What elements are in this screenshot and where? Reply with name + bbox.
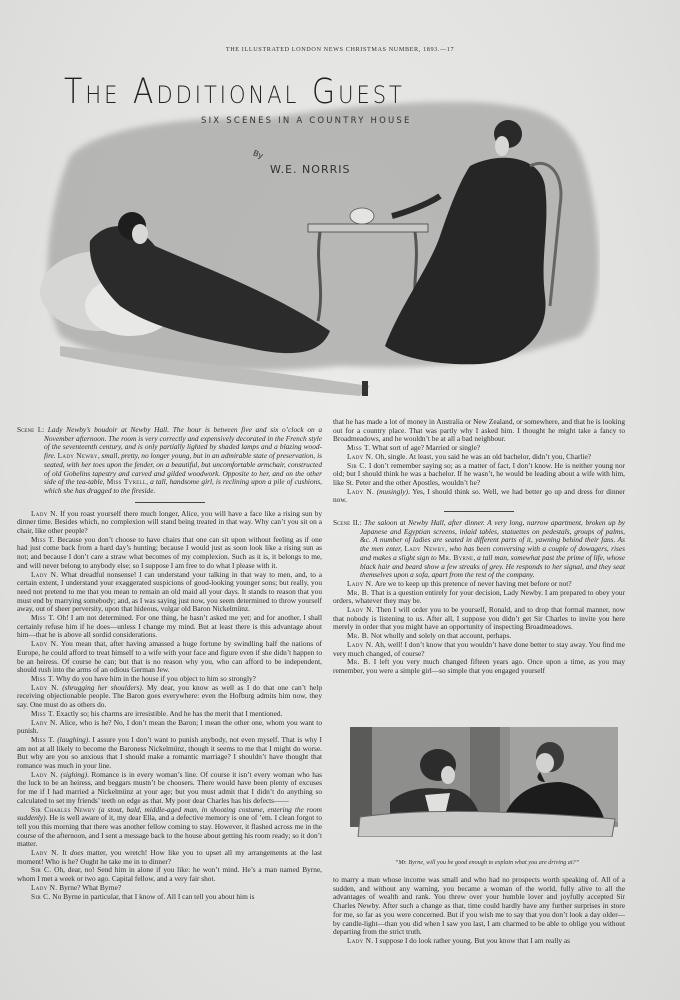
dialogue-paragraph: Miss T. What sort of age? Married or single? xyxy=(347,443,481,453)
dialogue-paragraph: Miss T. Why do you have him in the house if you object to him so strongly? xyxy=(31,673,256,683)
continuation-paragraph: that he has made a lot of money in Australia or New Zealand, or somewhere, and that he is looking out for a country place. That was partly why I asked him. I thought he might take a fancy to Broadmeadows, and he wouldn’t be at all a bad neighbour. xyxy=(333,417,625,444)
dialogue-paragraph: Lady N. Byrne? What Byrne? xyxy=(31,882,122,892)
continuation-paragraph: to marry a man whose income was small and who had no prospects worth speaking of. All of a sudden, and without any warning, you became a woman of the world, fully alive to all the advantages of wealth and rank. You threw over your humble lover and joyfully accepted Sir Charles Newby. After such a change as that, time could hardly have any further surprises in store for me, so far as you were concerned. But if you wish me to say that you don’t look a day older—by candle-light—than you did when I saw you last, I am charmed to be able to oblige you without departing from the strict truth. xyxy=(333,875,625,937)
dialogue-paragraph: Lady N. Are we to keep up this pretence of never having met before or not? xyxy=(347,578,572,588)
dialogue-paragraph: Miss T. Exactly so; his charms are irresistible. And he has the merit that I mentioned. xyxy=(31,708,283,718)
dialogue-paragraph: Lady N. It does matter, you wretch! How like you to upset all my arrangements at the last moment! Who is he? Ought he take me in to dinner? xyxy=(17,848,322,866)
dialogue-paragraph: Lady N. (sighing). Romance is in every woman’s line. Of course it isn’t every woman who has the luck to be an heiress, and beggars mustn’t be choosers. There would have been plenty of excuses for me if I had married a Nickelmünz at your age; but you must admit that I didn’t do anything so calculated to set my friends’ teeth on edge as that. My poor dear Charles has his defects—— xyxy=(17,769,322,805)
byline-author: W.E. NORRIS xyxy=(270,163,351,176)
article-title: The Additional Guest xyxy=(64,72,405,113)
right-column-bottom xyxy=(333,876,625,946)
scene-1-direction: Scene I.: Lady Newby’s boudoir at Newby Hall. The hour is between five and six o’clock on a November afternoon. The room is very correctly and expensively decorated in the French style of the seventeenth century, and is only partially lighted by shaded lamps and a blazing wood-fire. Lady Newby, small, pretty, no longer young, but in an admirable state of preservation, is seated, with her toes upon the fender, on a beautiful, but uncomfortable armchair, constructed of old Gobelins tapestry and carved and gilded woodwork. Opposite to her, and on the other side of the tea-table, Miss Tyrell, a tall, handsome girl, is reclining upon a pile of cushions, which she has dragged to the fireside. xyxy=(17,425,323,495)
dialogue-paragraph: Sir C. I don’t remember saying so; as a matter of fact, I don’t know. He is neither young nor old; but I should think he was a bachelor. If he wasn’t, he would be leading about a wife with him, like St. Peter and the other Apostles, wouldn’t he? xyxy=(333,460,625,487)
dialogue-paragraph: Miss T. Oh! I am not determined. For one thing, he hasn’t asked me yet; and for another, I shall certainly refuse him if he does—unless I change my mind. But at least there is this advantage about him—that he is above all sordid considerations. xyxy=(17,613,322,640)
dialogue-paragraph: Lady N. Alice, who is he? No, I don’t mean the Baron; I mean the other one, whom you want to punish. xyxy=(17,717,322,736)
running-head: THE ILLUSTRATED LONDON NEWS CHRISTMAS NUMBER, 1893.—17 xyxy=(225,46,455,53)
dialogue-paragraph: Miss T. Because you don’t choose to have chairs that one can sit upon without feeling as if one had just come back from a hard day’s hunting; because I would just as soon look like a rising sun as not; and because I don’t care a straw what becomes of my complexion. Such as it is, it belongs to me, and will never belong to anybody else; so I suppose I am free to do what I please with it. xyxy=(17,534,323,570)
inset-illustration xyxy=(350,727,618,837)
dialogue-paragraph: Lady N. (shrugging her shoulders). My dear, you know as well as I do that one can’t help receiving objectionable people. The Baron goes everywhere: even the Hofburg admits him now, they say. One must do as others do. xyxy=(17,682,323,710)
dialogue-paragraph: Lady N. Then I will order you to be yourself, Ronald, and to drop that formal manner, now that nobody is listening to us. After all, I suppose you didn’t get Sir Charles to invite you here merely in order that you might have an opportunity of inspecting Broadmeadows. xyxy=(333,605,625,632)
dialogue-paragraph: Mr. B. That is a question entirely for your decision, Lady Newby. I am prepared to obey your orders, whatever they may be. xyxy=(333,587,626,606)
dialogue-paragraph: Mr. B. Not wholly and solely on that account, perhaps. xyxy=(347,631,512,641)
article-subtitle: SIX SCENES IN A COUNTRY HOUSE xyxy=(201,116,412,126)
dialogue-paragraph: Sir Charles Newby (a stout, bald, middle-aged man, in shooting costume, entering the room suddenly). He is well aware of it, my dear Ella, and a defective memory is one of ’em. I clean forgot to tell you this morning that there was another fellow coming to stay. However, it flashed across me in the course of the afternoon, and I sent a message back to the house about getting his room ready; so it don’t matter. xyxy=(17,804,322,849)
dialogue-paragraph: Lady N. Oh, single. At least, you said he was an old bachelor, didn’t you, Charlie? xyxy=(347,451,591,461)
dialogue-paragraph: Sir C. Oh, dear, no! Send him in alone if you like: he won’t mind. He’s a man named Byrne, whom I met a week or two ago. Capital fellow, and a very fair shot. xyxy=(17,865,322,884)
section-divider xyxy=(444,511,514,512)
dialogue-paragraph: Miss T. (laughing). I assure you I don’t want to punish anybody, not even myself. That is why I am not at all likely to become the Baroness Nickelmünz, though it seems to me that I might do worse. But why are you so anxious that I should make a romantic marriage? I shouldn’t have thought that romance was much in your line. xyxy=(17,734,322,771)
section-divider xyxy=(135,502,205,503)
dialogue-paragraph: Lady N. I suppose I do look rather young. But you know that I am really as xyxy=(347,935,571,945)
byline-by: By xyxy=(251,148,265,161)
dialogue-paragraph: Lady N. (musingly). Yes, I should think so. Well, we had better go up and dress for dinner now. xyxy=(333,486,625,505)
hero-illustration xyxy=(40,96,600,396)
dialogue-paragraph: Lady N. You mean that, after having amassed a huge fortune by swindling half the nations of Europe, he could afford to treat himself to a wife with your face and figure even if she didn’t happen to be an heiress. Of course he can; but that is no reason why you, who can afford to be independent, should rush into the arms of an odious German Jew. xyxy=(17,639,322,675)
dialogue-paragraph: Lady N. If you roast yourself there much longer, Alice, you will have a face like a rising sun by dinner time. Besides which, no complexion will stand being treated in that way. Why can’t you sit on a chair, like other people? xyxy=(17,508,322,536)
dialogue-paragraph: Mr. B. I left you very much changed fifteen years ago. Once upon a time, as you may remember, you were a simple girl—so simple that you engaged yourself xyxy=(333,657,625,675)
dialogue-paragraph: Sir C. No Byrne in particular, that I know of. All I can tell you about him is xyxy=(31,891,255,901)
left-column xyxy=(17,426,322,901)
dialogue-paragraph: Lady N. Ah, well! I don’t know that you wouldn’t have done better to stay away. You find me very much changed, of course? xyxy=(333,639,625,658)
inset-caption: “Mr. Byrne, will you be good enough to explain what you are driving at?” xyxy=(394,859,580,866)
scene-2-direction: Scene II.: The saloon at Newby Hall, after dinner. A very long, narrow apartment, broken up by Japanese and Egyptian screens, inlaid tables, statuettes on pedestals, groups of palms, &c. A number of ladies are seated in different parts of it, yawning behind their fans. As the men enter, Lady Newby, who has been conversing with a couple of dowagers, rises and makes a slight sign to Mr. Byrne, a tall man, somewhat past the prime of life, whose black hair and beard show a few streaks of grey. He responds to her signal, and they seat themselves upon a sofa, apart from the rest of the company. xyxy=(333,518,626,580)
dialogue-paragraph: Lady N. What dreadful nonsense! I can understand your talking in that way to men, and, to a certain extent, I understand your exaggerated suspicions of good-looking younger sons; but really, you need not pretend to me that you mean to remain an old maid all your days. It stands to reason that you must end by marrying somebody; and, as I was saying just now, you seem determined to throw yourself away, out of sheer perversity, upon that hideous, vulgar old Baron Nickelmünz. xyxy=(17,569,322,614)
right-column-top xyxy=(333,418,625,676)
